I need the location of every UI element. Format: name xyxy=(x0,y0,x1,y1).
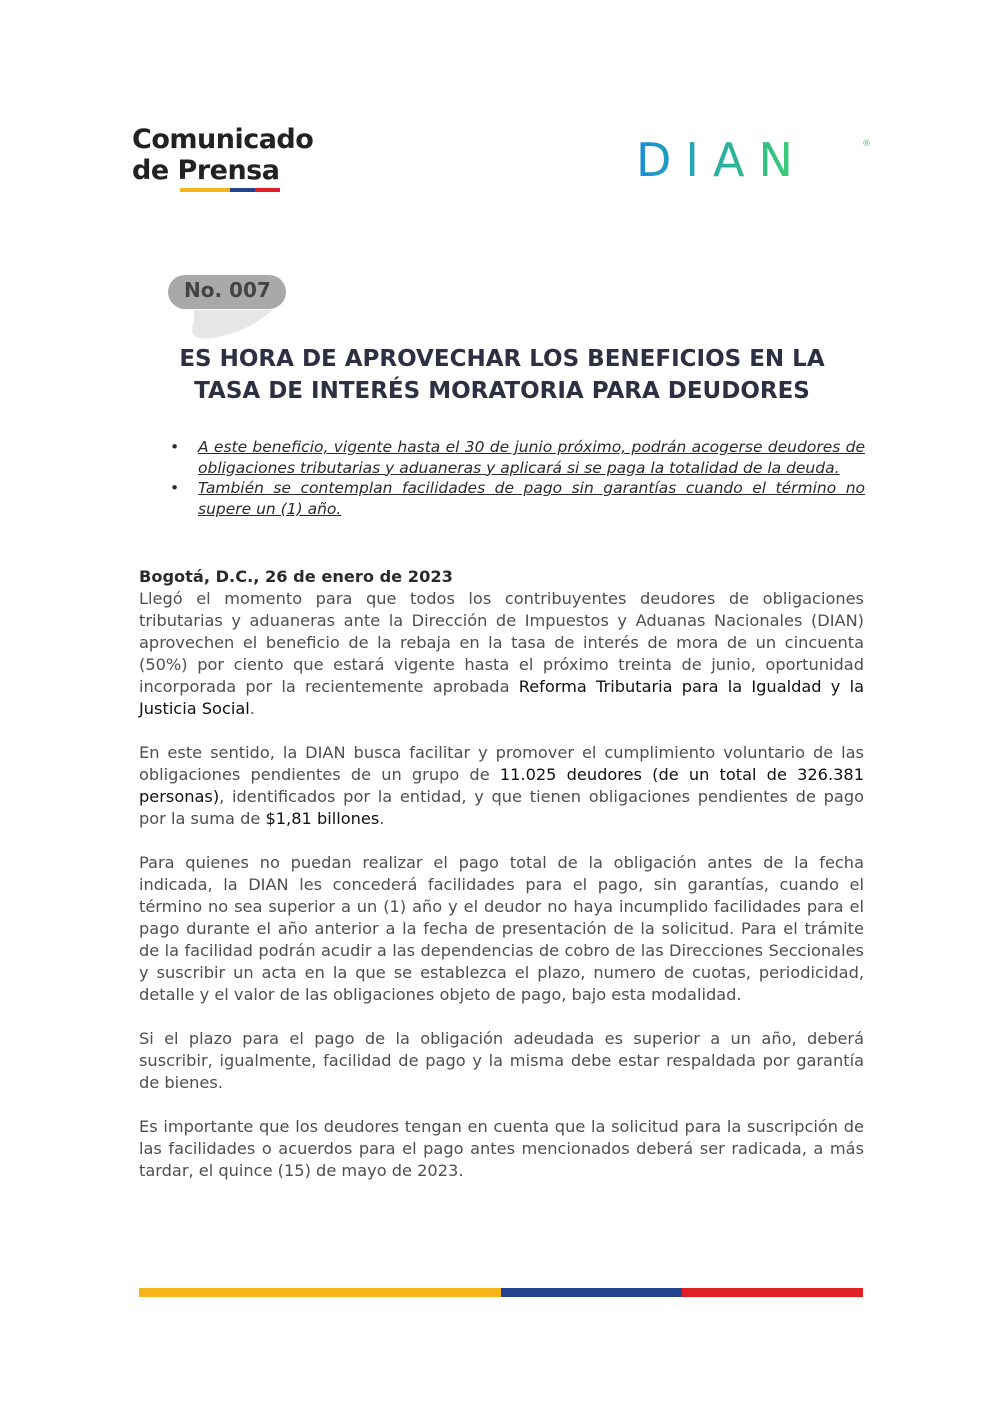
paragraph-2-mid: , identificados por la entidad, y que tienen obligaciones pendientes de pago por la suma de xyxy=(139,787,864,828)
logo-text: DIAN xyxy=(636,136,807,182)
summary-bullets xyxy=(170,437,865,519)
paragraph-1-end: . xyxy=(249,699,255,718)
paragraph-4: Si el plazo para el pago de la obligación adeudada es superior a un año, deberá suscribir, igualmente, facilidad de pago y la misma debe estar respaldada por garantía de bienes. xyxy=(139,1029,864,1092)
footer-flag-bar xyxy=(139,1288,863,1297)
article-body xyxy=(139,566,864,1204)
reform-name: Reforma Tributaria para la Igualdad y la Justicia Social xyxy=(139,677,864,718)
paragraph-1-text: Llegó el momento para que todos los contribuyentes deudores de obligaciones tributarias y aduaneras ante la Dirección de Impuestos y Aduanas Nacionales (DIAN) aprovechen el beneficio de la rebaja en la tasa de interés de mora de un cincuenta (50%) por ciento que estará vigente hasta el próximo treinta de junio, oportunidad incorporada por la recientemente aprobada xyxy=(139,589,864,696)
paragraph-2-text: En este sentido, la DIAN busca facilitar y promover el cumplimiento voluntario de las obligaciones pendientes de un grupo de xyxy=(139,743,864,784)
debtor-count: 11.025 deudores (de un total de 326.381 personas) xyxy=(139,765,865,806)
release-number-badge xyxy=(164,272,294,342)
headline xyxy=(120,343,884,407)
headline-line-2: TASA DE INTERÉS MORATORIA PARA DEUDORES xyxy=(194,378,810,404)
bullet-item: • A este beneficio, vigente hasta el 30 de junio próximo, podrán acogerse deudores de obligaciones tributarias y aduaneras y aplicará si se paga la totalidad de la deuda. xyxy=(170,437,865,478)
release-number: No. 007 xyxy=(184,278,271,302)
registered-mark: ® xyxy=(862,139,871,149)
paragraph-2 xyxy=(139,742,864,830)
flag-underline xyxy=(180,188,280,192)
paragraph-5: Es importante que los deudores tengan en cuenta que la solicitud para la suscripción de las facilidades o acuerdos para el pago antes mencionados deberá ser radicada, a más tardar, el quince (15) de mayo de 2023. xyxy=(139,1117,864,1180)
paragraph-1 xyxy=(139,588,864,720)
paragraph-3: Para quienes no puedan realizar el pago total de la obligación antes de la fecha indicada, la DIAN les concederá facilidades para el pago, sin garantías, cuando el término no sea superior a un (1) año y el deudor no haya incumplido facilidades para el pago durante el año anterior a la fecha de presentación de la solicitud. Para el trámite de la facilidad podrán acudir a las dependencias de cobro de las Direcciones Seccionales y suscribir un acta en la que se establezca el plazo, numero de cuotas, periodicidad, detalle y el valor de las obligaciones objeto de pago, bajo esta modalidad. xyxy=(139,853,864,1004)
press-release-title xyxy=(132,124,313,186)
dian-logo xyxy=(636,136,876,186)
paragraph-2-end: . xyxy=(379,809,385,828)
title-line-1: Comunicado xyxy=(132,124,314,155)
debt-amount: $1,81 billones xyxy=(265,809,380,828)
bullet-item: • También se contemplan facilidades de pago sin garantías cuando el término no supere un (1) año. xyxy=(170,478,865,519)
headline-line-1: ES HORA DE APROVECHAR LOS BENEFICIOS EN LA xyxy=(179,346,825,372)
title-line-2: de Prensa xyxy=(132,155,280,186)
dateline: Bogotá, D.C., 26 de enero de 2023 xyxy=(139,567,453,586)
